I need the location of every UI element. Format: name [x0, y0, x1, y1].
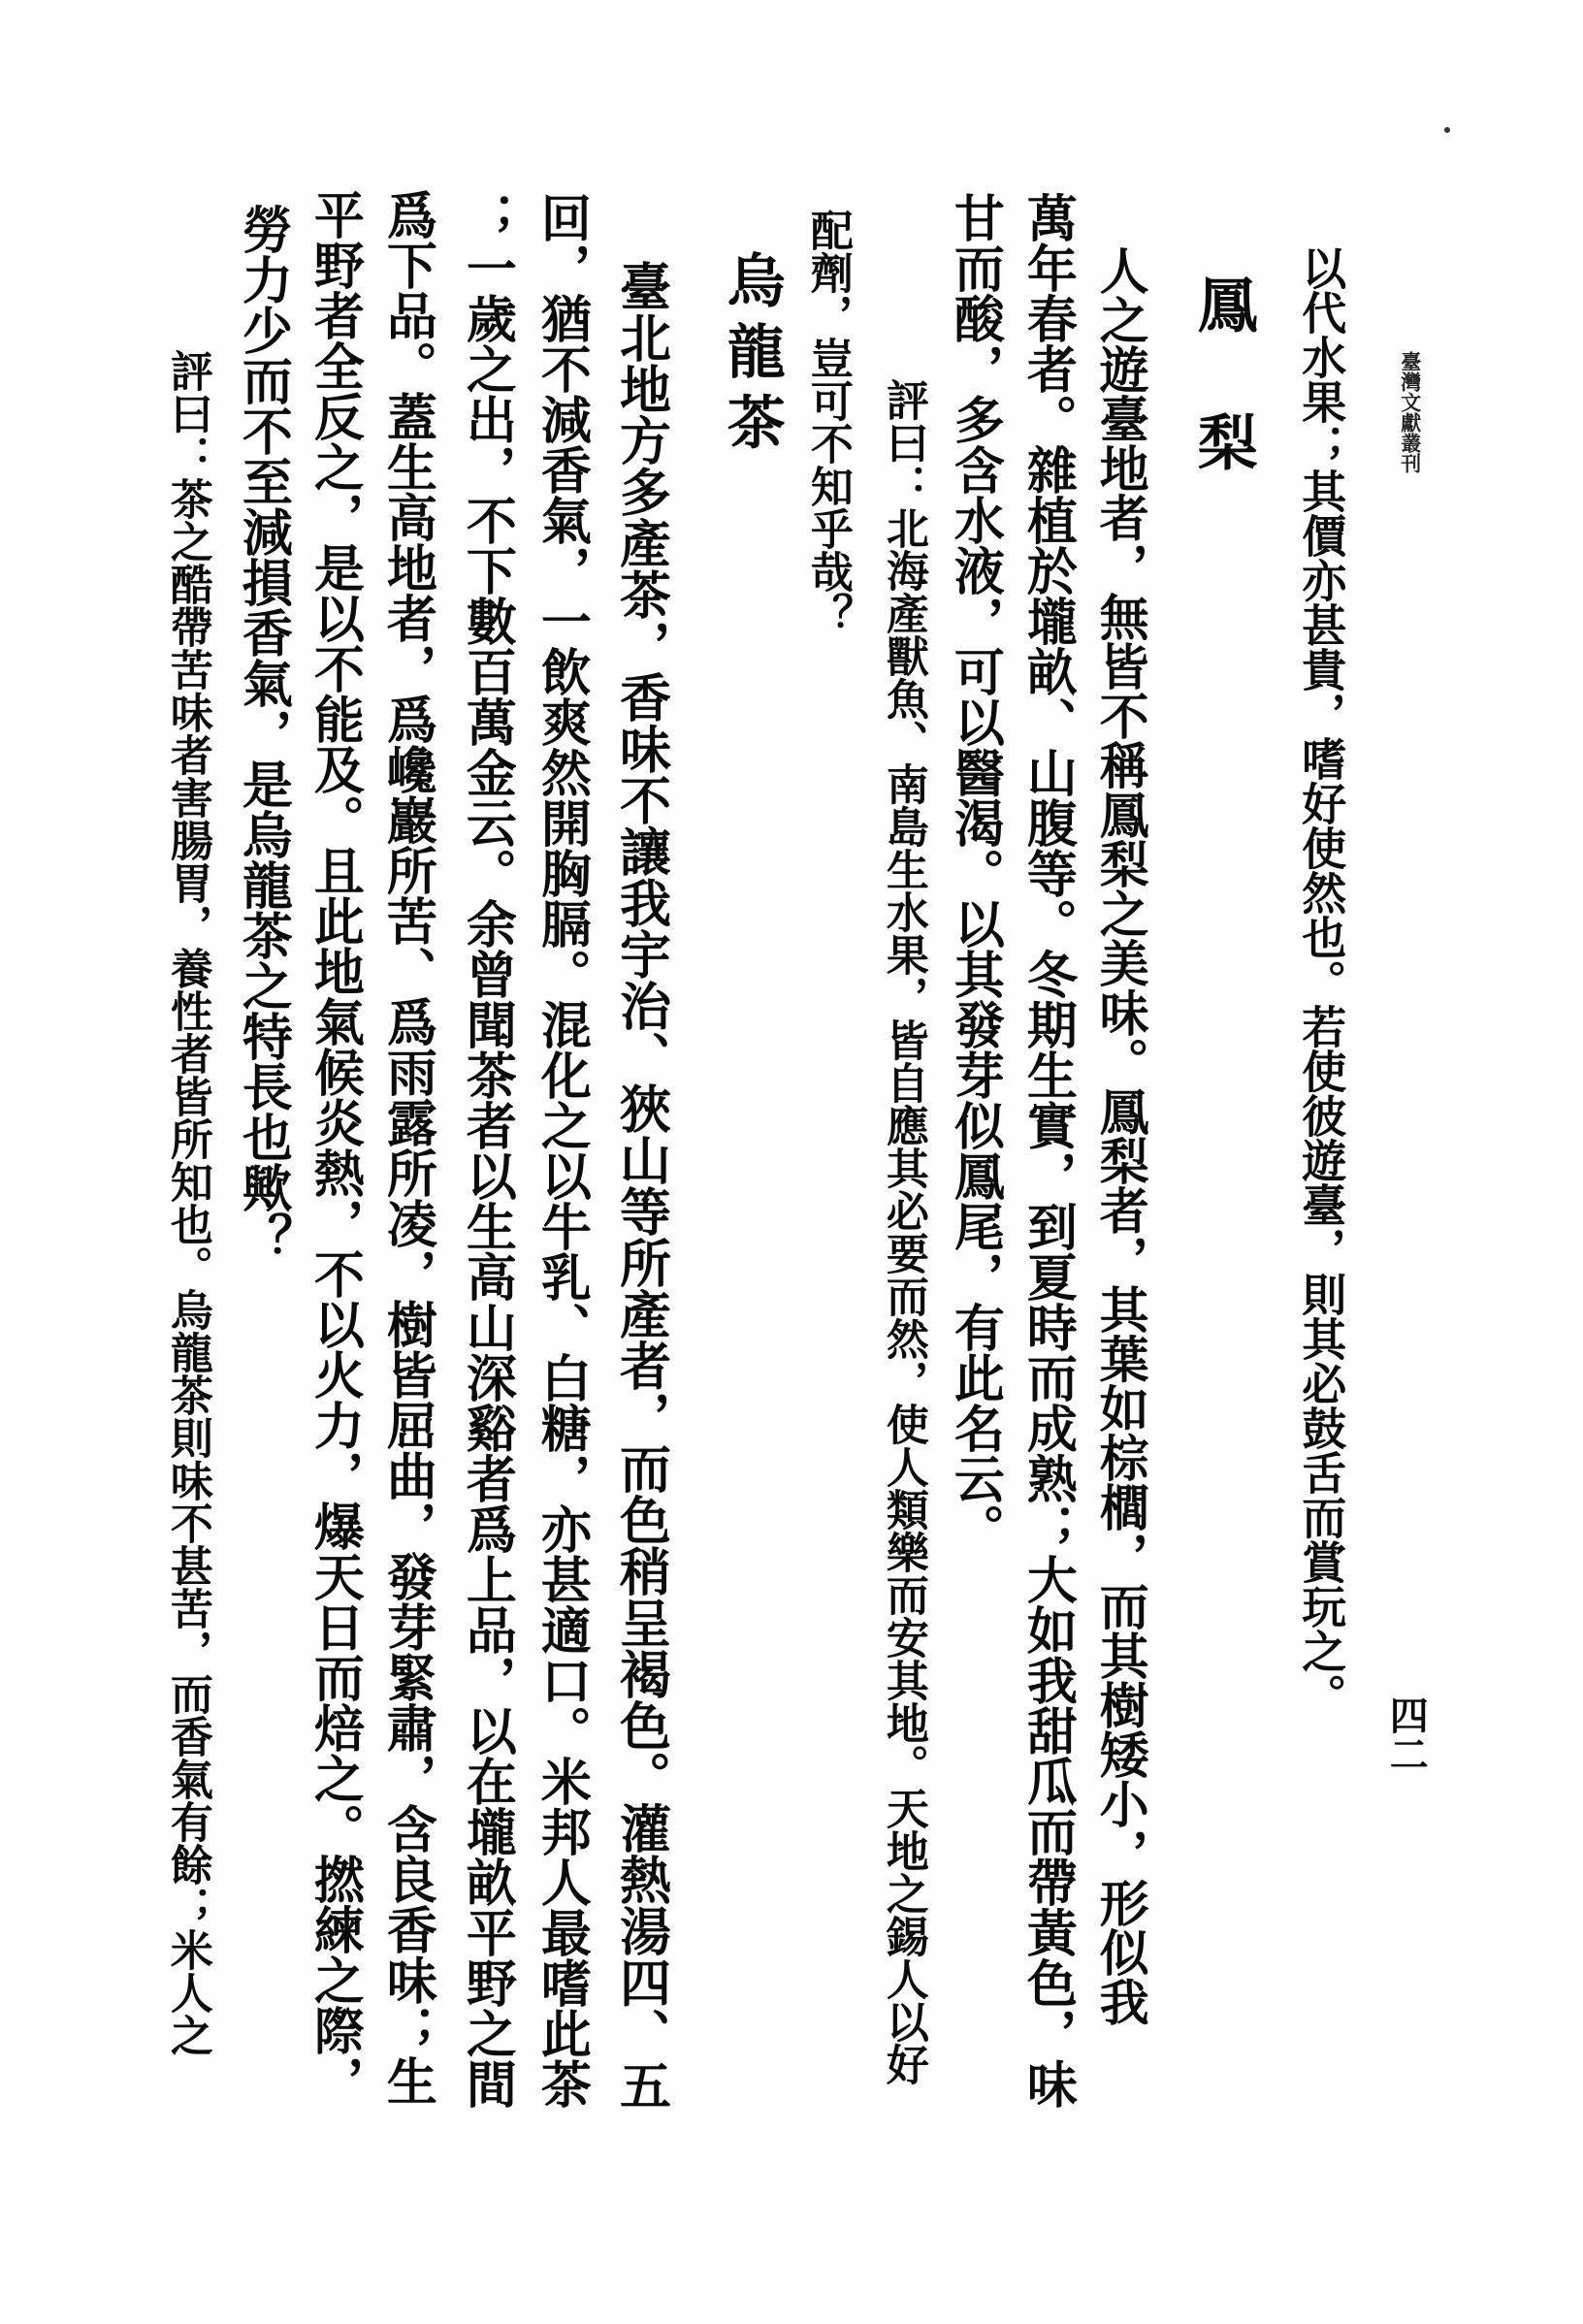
text-column-continuation: 以代水果；其價亦甚貴，嗜好使然也。若使彼遊臺，則其必鼓舌而賞玩之。 — [1296, 245, 1346, 1718]
series-title: 臺灣文獻叢刊 — [1398, 351, 1422, 473]
comment-column: 評曰：茶之酷帶苦味者害腸胃，養性者皆所知也。烏龍茶則味不甚苦，而香氣有餘；米人之 — [163, 349, 211, 2056]
text-column: 平野者全反之，是以不能及。且此地氣候炎熱，不以火力，爆天日而焙之。撚練之際， — [306, 189, 362, 2106]
page-number: 四二 — [1384, 1695, 1429, 1773]
text-column: 人之遊臺地者，無皆不稱鳳梨之美味。鳳梨者，其葉如棕櫚，而其樹矮小，形似我 — [1091, 245, 1147, 2026]
section-heading-pineapple: 鳳梨 — [1188, 274, 1255, 549]
comment-column: 評曰：北海產獸魚、南島生水果，皆自應其必要而然，使人類樂而安其地。天地之錫人以好 — [879, 378, 927, 2085]
text-column: 萬年春者。雜植於壠畝、山腹等。冬期生實，到夏時而成熟；大如我甜瓜而帶黃色，味 — [1018, 192, 1075, 2109]
text-column: ；一歲之出，不下數百萬金云。余曾聞茶者以生高山深谿者爲上品，以在壠畝平野之間 — [458, 192, 514, 2109]
text-column: 勞力少而不至減損香氣，是烏龍茶之特長也歟？ — [234, 204, 290, 1263]
section-heading-oolong-tea: 烏龍茶 — [719, 250, 784, 463]
text-column: 甘而酸，多含水液，可以醫渴。以其發芽似鳳尾，有此名云。 — [946, 192, 1002, 1554]
comment-column: 配劑，豈可不知乎哉？ — [803, 209, 852, 635]
text-column: 回，猶不減香氣，一飲爽然開胸膈。混化之以牛乳、白糖，亦甚適口。米邦人最嗜此茶 — [533, 192, 589, 2109]
text-column: 臺北地方多產茶，香味不讓我宇治、狹山等所產者，而色稍呈褐色。灌熱湯四、五 — [612, 260, 669, 2111]
text-column: 爲下品。蓋生高地者，爲巉巖所苦、爲雨露所凌，樹皆屈曲，發芽緊肅，含良香味；生 — [378, 189, 435, 2106]
scan-speck — [1444, 127, 1450, 133]
